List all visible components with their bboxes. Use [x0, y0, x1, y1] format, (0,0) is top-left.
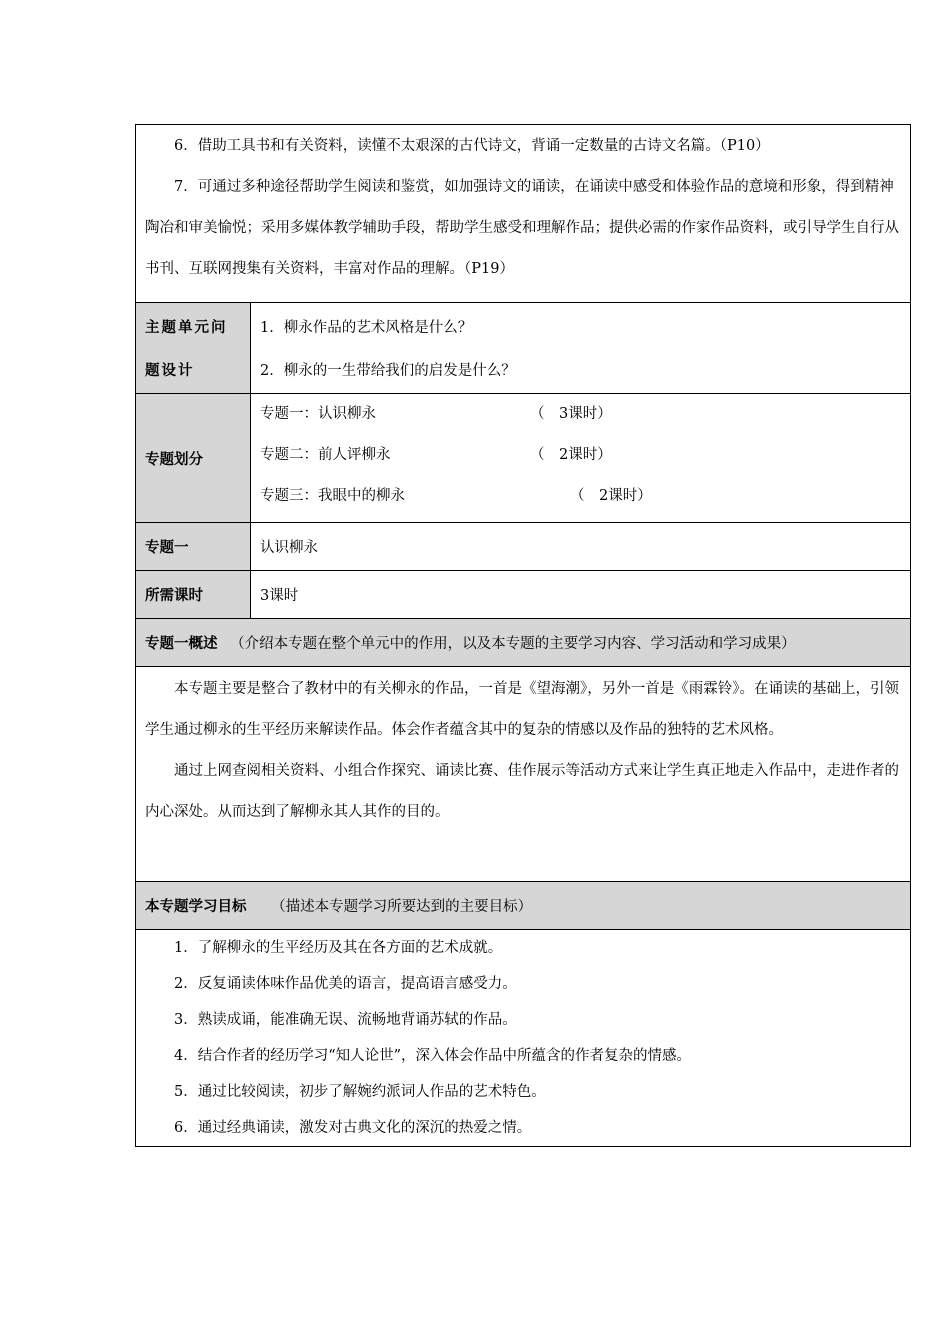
standard-item: 6．借助工具书和有关资料，读懂不太艰深的古代诗文，背诵一定数量的古诗文名篇。（P10） — [174, 138, 770, 154]
standards-cell — [136, 125, 911, 303]
goals-hint: （描述本专题学习所要达到的主要目标） — [271, 899, 533, 915]
overview-label: 专题一概述 — [145, 636, 218, 652]
goal-item: 6．通过经典诵读，激发对古典文化的深沉的热爱之情。 — [174, 1120, 532, 1136]
overview-paragraph: 本专题主要是整合了教材中的有关柳永的作品，一首是《望海潮》，另外一首是《雨霖铃》。在诵读的基础上，引领学生通过柳永的生平经历来解读作品。体会作者蕴含其中的复杂的情感以及作品的独特的艺术风格。 — [145, 681, 899, 738]
topic-hours: （ 2课时） — [530, 447, 612, 463]
topics-cell — [251, 394, 911, 523]
topic1-label: 专题一 — [136, 523, 251, 571]
overview-cell — [136, 667, 911, 882]
topic-hours: （ 3课时） — [530, 406, 612, 422]
standard-item: 7．可通过多种途径帮助学生阅读和鉴赏，如加强诗文的诵读，在诵读中感受和体验作品的意境和形象，得到精神陶冶和审美愉悦；采用多媒体教学辅助手段，帮助学生感受和理解作品；提供必需的作家作品资料，或引导学生自行从书刊、互联网搜集有关资料，丰富对作品的理解。（P19） — [145, 179, 899, 277]
goals-header-row — [136, 882, 911, 930]
goals-header — [136, 882, 911, 930]
topic1-row — [136, 523, 911, 571]
goal-item: 1．了解柳永的生平经历及其在各方面的艺术成就。 — [174, 940, 503, 956]
goal-item: 4．结合作者的经历学习“知人论世”，深入体会作品中所蕴含的作者复杂的情感。 — [174, 1048, 692, 1064]
topic-name: 专题二：前人评柳永 — [260, 447, 391, 463]
topics-row — [136, 394, 911, 523]
goals-row — [136, 930, 911, 1147]
overview-hint: （介绍本专题在整个单元中的作用，以及本专题的主要学习内容、学习活动和学习成果） — [230, 636, 796, 652]
overview-paragraph: 通过上网查阅相关资料、小组合作探究、诵读比赛、佳作展示等活动方式来让学生真正地走入作品中，走进作者的内心深处。从而达到了解柳永其人其作的目的。 — [145, 763, 899, 820]
topic-name: 专题三：我眼中的柳永 — [260, 488, 405, 504]
overview-header — [136, 619, 911, 667]
topic-item — [260, 394, 901, 435]
duration-row — [136, 571, 911, 619]
goal-item: 5．通过比较阅读，初步了解婉约派词人作品的艺术特色。 — [174, 1084, 546, 1100]
goal-item: 3．熟读成诵，能准确无误、流畅地背诵苏轼的作品。 — [174, 1012, 517, 1028]
topic-item — [260, 435, 901, 476]
lesson-plan-table — [135, 124, 911, 1147]
duration-label: 所需课时 — [136, 571, 251, 619]
overview-header-row — [136, 619, 911, 667]
topics-label: 专题划分 — [136, 394, 251, 523]
goals-cell — [136, 930, 911, 1147]
question-item: 1．柳永作品的艺术风格是什么？ — [260, 320, 473, 336]
questions-row — [136, 303, 911, 394]
topic-hours: （ 2课时） — [570, 488, 652, 504]
duration-value: 3课时 — [251, 571, 911, 619]
goals-label: 本专题学习目标 — [145, 899, 247, 915]
standards-row — [136, 125, 911, 303]
question-item: 2．柳永的一生带给我们的启发是什么？ — [260, 363, 516, 379]
topic-name: 专题一：认识柳永 — [260, 406, 376, 422]
goal-item: 2．反复诵读体味作品优美的语言，提高语言感受力。 — [174, 976, 517, 992]
topic-item — [260, 476, 901, 517]
questions-cell — [251, 303, 911, 394]
topic1-value: 认识柳永 — [251, 523, 911, 571]
overview-row — [136, 667, 911, 882]
questions-label: 主题单元问题设计 — [136, 303, 251, 394]
